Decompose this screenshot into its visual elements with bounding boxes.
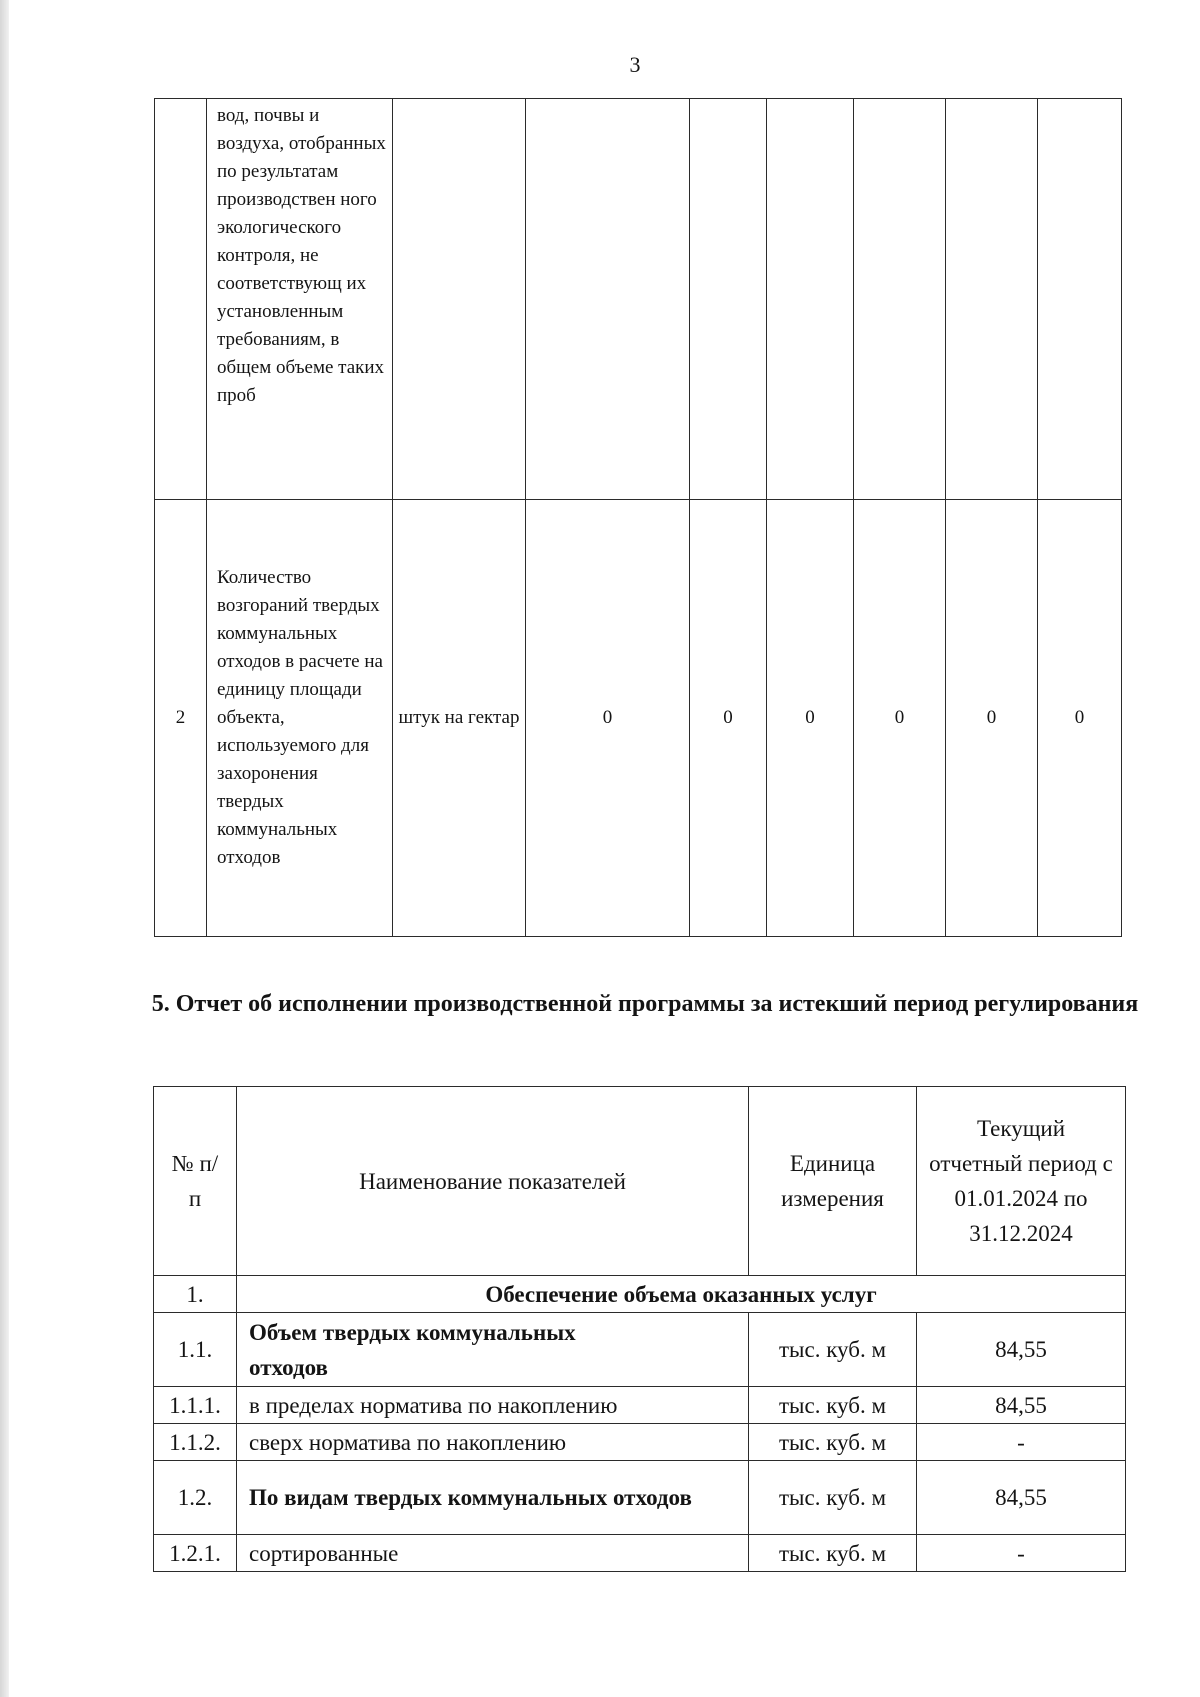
section-title: Обеспечение объема оказанных услуг [237, 1276, 1126, 1313]
indicator-name: По видам твердых коммунальных отходов [237, 1461, 749, 1535]
value-cell: - [917, 1424, 1126, 1461]
row-number: 1.1.2. [154, 1424, 237, 1461]
section-row [154, 1276, 1126, 1313]
value-cell [690, 99, 767, 500]
table-header-row [154, 1087, 1126, 1276]
value-cell: - [917, 1535, 1126, 1572]
value-cell: 0 [854, 500, 946, 937]
unit-cell: штук на гектар [393, 500, 526, 937]
value-cell: 84,55 [917, 1461, 1126, 1535]
row-number: 2 [155, 500, 207, 937]
section-heading: 5. Отчет об исполнении производственной программы за истекший период регулирования [151, 991, 1139, 1017]
row-number: 1.2. [154, 1461, 237, 1535]
table-row [155, 500, 1122, 937]
indicator-description: вод, почвы и воздуха, отобранных по результатам производствен ного экологического контроля, не соответствующ их установленным требованиям, в общем объеме таких проб [207, 99, 393, 500]
value-cell: 84,55 [917, 1313, 1126, 1387]
value-cell: 84,55 [917, 1387, 1126, 1424]
page-number: 3 [629, 52, 641, 77]
table-row [154, 1535, 1126, 1572]
value-cell [526, 99, 690, 500]
value-cell: 0 [526, 500, 690, 937]
value-cell: 0 [690, 500, 767, 937]
header-num: № п/п [154, 1087, 237, 1276]
indicators-table-continued [154, 98, 1122, 937]
table-row [155, 99, 1122, 500]
header-period: Текущий отчетный период с 01.01.2024 по 31.12.2024 [917, 1087, 1126, 1276]
indicator-name: сортированные [237, 1535, 749, 1572]
row-number [155, 99, 207, 500]
row-number: 1.1.1. [154, 1387, 237, 1424]
row-number: 1.1. [154, 1313, 237, 1387]
table-row [154, 1313, 1126, 1387]
header-unit: Единица измерения [749, 1087, 917, 1276]
value-cell: 0 [946, 500, 1038, 937]
unit-cell: тыс. куб. м [749, 1461, 917, 1535]
value-cell [1038, 99, 1122, 500]
scan-edge [0, 0, 9, 1697]
unit-cell: тыс. куб. м [749, 1387, 917, 1424]
section-number: 1. [154, 1276, 237, 1313]
indicator-description: Количество возгораний твердых коммунальных отходов в расчете на единицу площади объекта, используемого для захоронения твердых коммунальных отходов [207, 500, 393, 937]
table-row [154, 1387, 1126, 1424]
table-row [154, 1424, 1126, 1461]
unit-cell [393, 99, 526, 500]
header-name: Наименование показателей [237, 1087, 749, 1276]
indicator-name: Объем твердых коммунальных отходов [237, 1313, 749, 1387]
unit-cell: тыс. куб. м [749, 1535, 917, 1572]
value-cell [946, 99, 1038, 500]
value-cell: 0 [767, 500, 854, 937]
production-program-report-table [153, 1086, 1126, 1572]
value-cell [767, 99, 854, 500]
indicator-name: в пределах норматива по накоплению [237, 1387, 749, 1424]
value-cell [854, 99, 946, 500]
value-cell: 0 [1038, 500, 1122, 937]
indicator-name: сверх норматива по накоплению [237, 1424, 749, 1461]
unit-cell: тыс. куб. м [749, 1313, 917, 1387]
unit-cell: тыс. куб. м [749, 1424, 917, 1461]
row-number: 1.2.1. [154, 1535, 237, 1572]
table-row [154, 1461, 1126, 1535]
